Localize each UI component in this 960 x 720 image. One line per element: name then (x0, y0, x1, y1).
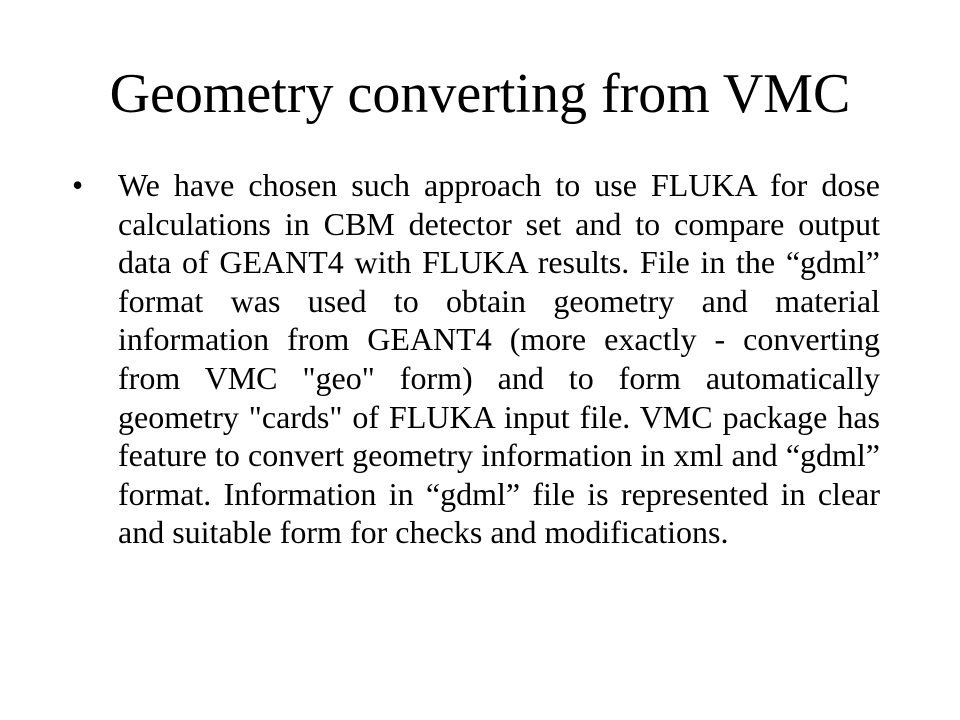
bullet-text: We have chosen such approach to use FLUKA for dose calculations in CBM detector set and to compare output data of GEANT4 with FLUKA results. File in the “gdml” format was used to obtain geometry and material information from GEANT4 (more exactly - converting from VMC "geo" form) and to form automatically geometry "cards" of FLUKA input file. VMC package has feature to convert geometry information in xml and “gdml” format. Information in “gdml” file is represented in clear and suitable form for checks and modifications. (118, 167, 880, 551)
slide-title: Geometry converting from VMC (109, 63, 851, 125)
bullet-item (72, 166, 880, 552)
bullet-list (72, 166, 880, 552)
bullet-marker: • (72, 167, 84, 203)
